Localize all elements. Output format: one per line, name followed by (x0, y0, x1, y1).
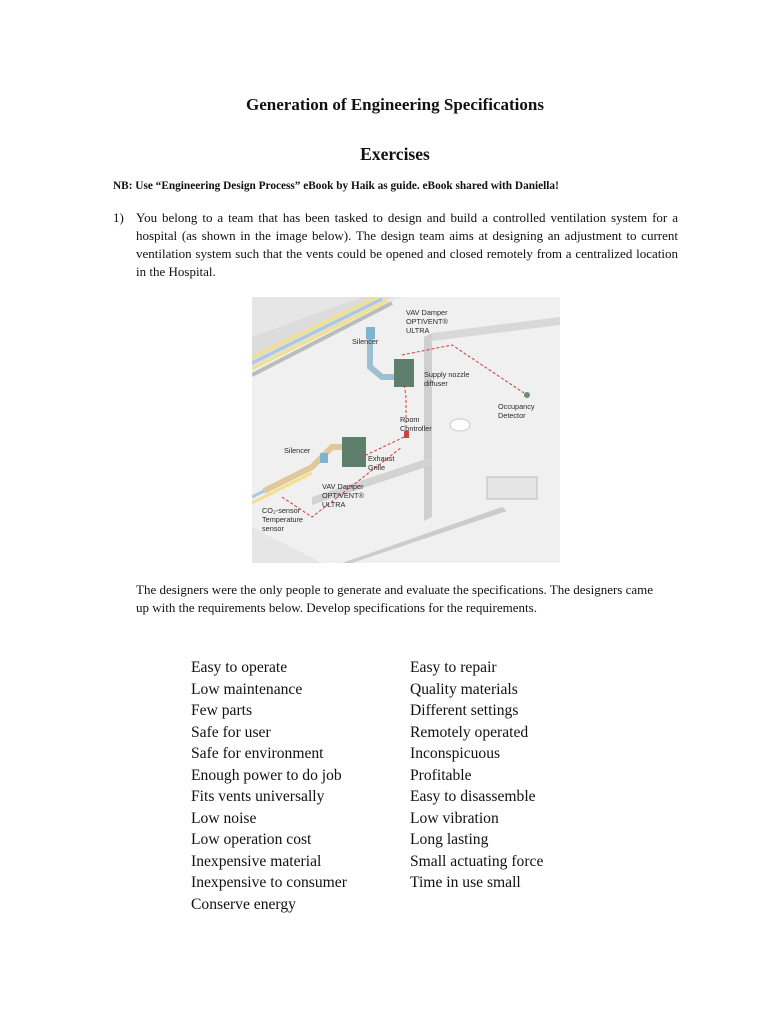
requirement-item: Different settings (410, 702, 519, 719)
requirement-item: Long lasting (410, 831, 489, 848)
requirement-item: Safe for user (191, 723, 271, 741)
label-exhaust-1: Exhaust (368, 454, 395, 463)
ventilation-diagram-svg (252, 297, 560, 563)
label-room-2: Controller (400, 424, 432, 433)
question-number: 1) (113, 210, 124, 225)
requirement-item: Fits vents universally (191, 788, 325, 805)
label-supply-2: diffuser (424, 379, 448, 388)
requirement-item: Low noise (191, 809, 257, 827)
requirement-item: Few parts (191, 702, 253, 719)
requirement-item: Time in use small (410, 874, 521, 891)
label-occupancy-1: Occupancy (498, 402, 535, 411)
requirement-item: Inexpensive material (191, 852, 322, 870)
page-subtitle: Exercises (360, 144, 430, 164)
requirement-item: Remotely operated (410, 723, 529, 741)
label-co2-1: CO₂-sensor (262, 506, 301, 515)
requirement-item: Quality materials (410, 680, 518, 698)
question-text: You belong to a team that has been tasked to design and build a controlled ventilation system for a hospital (as shown in the image below). The design team aims at designing an adjustment to current ventilation system such that the vents could be opened and closed remotely from a centralized location in the Hospital. (136, 210, 678, 279)
label-vav-bottom-3: ULTRA (322, 500, 346, 509)
label-vav-bottom-2: OPTIVENT® (322, 491, 364, 500)
label-vav-bottom-1: VAV Damper (322, 482, 364, 491)
supply-nozzle-box (394, 359, 414, 387)
requirement-item: Conserve energy (191, 895, 296, 913)
requirement-item: Easy to repair (410, 659, 497, 676)
label-exhaust-2: Grille (368, 463, 386, 472)
vav-damper-bottom (320, 453, 328, 463)
requirements-left (191, 657, 347, 915)
hospital-bed (487, 477, 537, 499)
requirement-item: Safe for environment (191, 745, 324, 762)
label-supply-1: Supply nozzle (424, 370, 470, 379)
requirement-item: Profitable (410, 766, 472, 784)
requirement-item: Low operation cost (191, 831, 312, 848)
label-vav-top-1: VAV Damper (406, 308, 448, 317)
requirements-right (410, 657, 543, 894)
requirement-item: Inconspicuous (410, 745, 501, 762)
ventilation-diagram (252, 297, 560, 563)
sink-fixture (450, 419, 470, 431)
label-room-1: Room (400, 415, 420, 424)
label-co2-3: sensor (262, 524, 284, 533)
requirement-item: Low maintenance (191, 680, 303, 698)
exhaust-grille-box (342, 437, 366, 467)
requirement-item: Low vibration (410, 809, 499, 827)
label-silencer-bottom: Silencer (284, 446, 311, 455)
label-co2-2: Temperature (262, 515, 303, 524)
label-occupancy-2: Detector (498, 411, 526, 420)
requirement-item: Small actuating force (410, 852, 544, 870)
requirement-item: Easy to operate (191, 659, 288, 676)
page-title: Generation of Engineering Specifications (246, 95, 544, 114)
nb-note: NB: Use “Engineering Design Process” eBook by Haik as guide. eBook shared with Daniella! (113, 180, 559, 192)
occupancy-detector-device (524, 392, 530, 398)
requirement-item: Inexpensive to consumer (191, 874, 347, 891)
label-silencer-top: Silencer (352, 337, 379, 346)
label-vav-top-3: ULTRA (406, 326, 430, 335)
requirement-item: Easy to disassemble (410, 788, 536, 805)
instructions-paragraph: The designers were the only people to generate and evaluate the specifications. The designers came up with the requirements below. Develop specifications for the requirements. (136, 582, 654, 615)
requirement-item: Enough power to do job (191, 766, 342, 784)
label-vav-top-2: OPTIVENT® (406, 317, 448, 326)
